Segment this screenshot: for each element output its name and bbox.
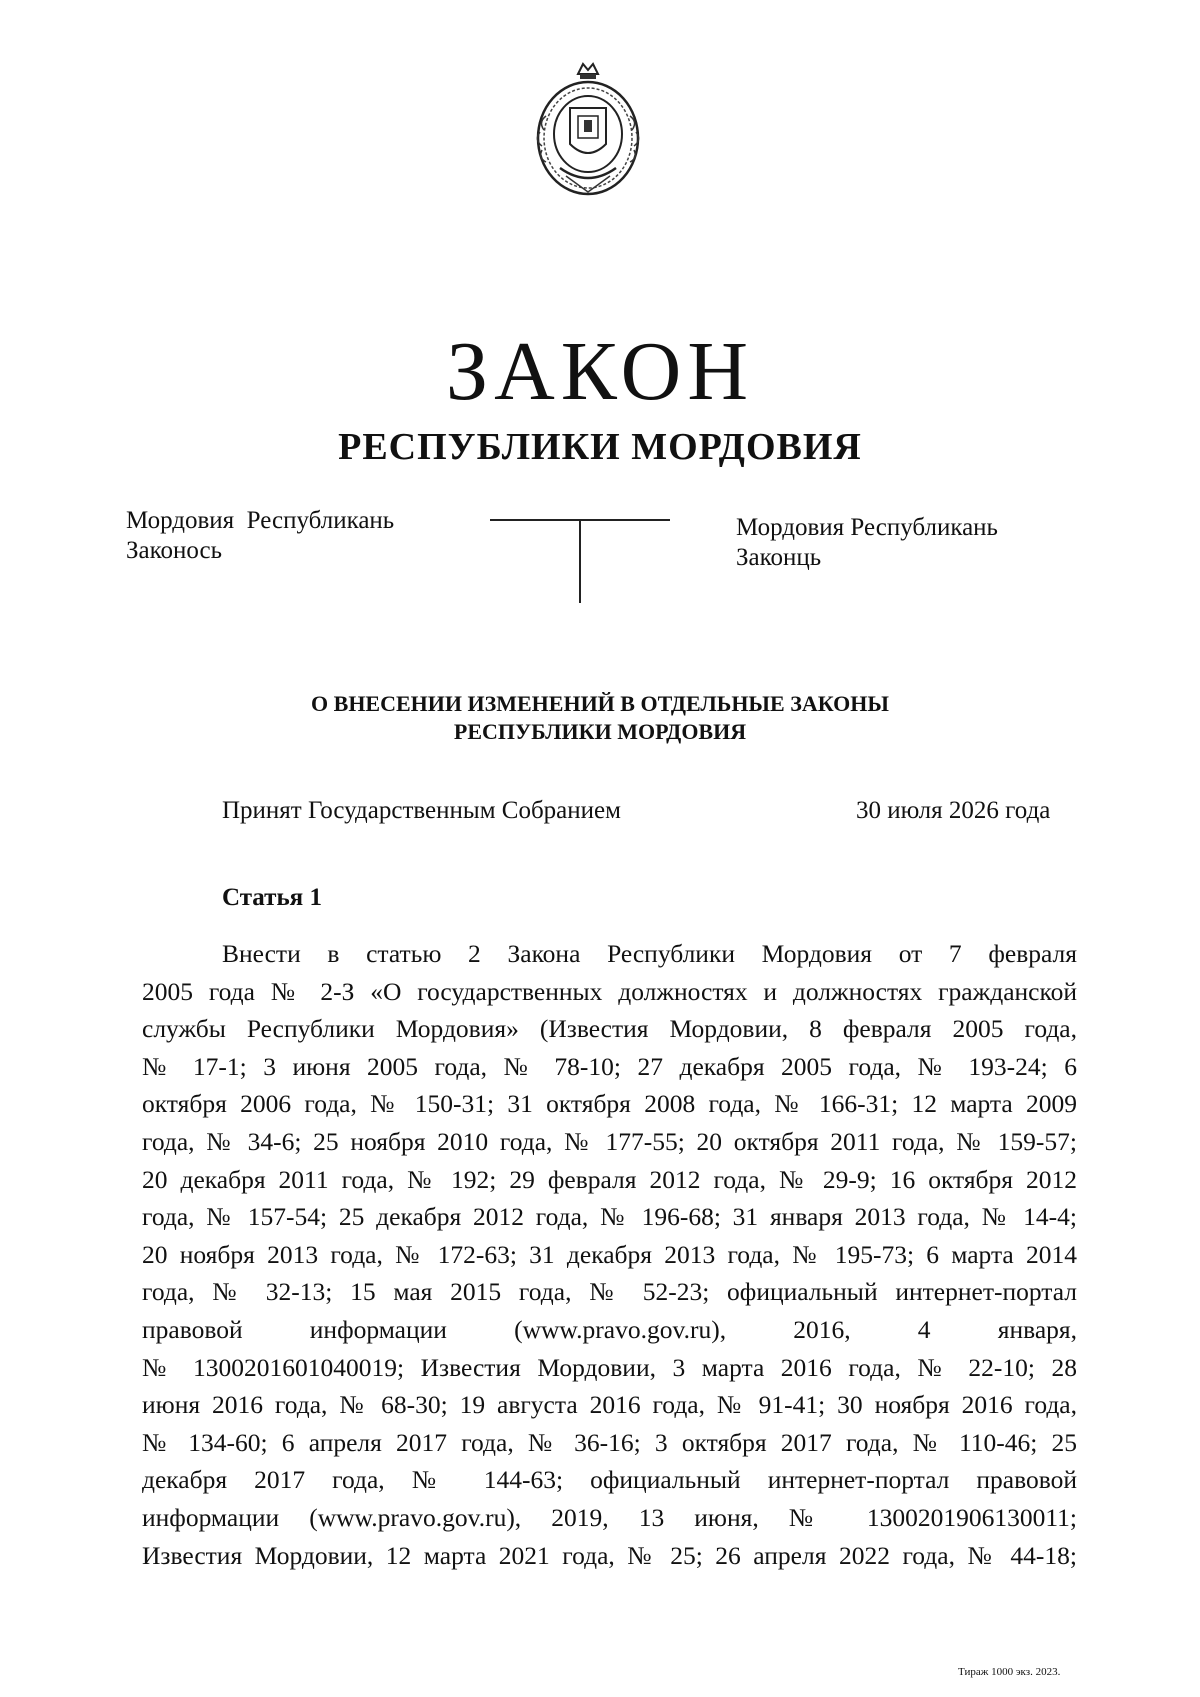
erzyan-title-line-1: Мордовия Республикань	[736, 514, 998, 541]
body-line: 20 декабря 2011 года, № 192; 29 февраля 2012 года, № 29-9; 16 октября 2012	[142, 1164, 1077, 1194]
mokshan-title-line-2: Законось	[126, 537, 222, 564]
body-line: года, № 34-6; 25 ноября 2010 года, № 177-55; 20 октября 2011 года, № 159-57;	[142, 1126, 1077, 1156]
body-line: правовой информации (www.pravo.gov.ru), 2016, 4 января,	[142, 1314, 1077, 1344]
body-line: 20 ноября 2013 года, № 172-63; 31 декабря 2013 года, № 195-73; 6 марта 2014	[142, 1239, 1077, 1269]
body-line: 2005 года № 2-З «О государственных должностях и должностях гражданской	[142, 976, 1077, 1006]
coat-of-arms-icon	[528, 60, 648, 200]
erzyan-title-line-2: Законць	[736, 544, 822, 571]
article-body	[142, 935, 1077, 1574]
adopted-by: Принят Государственным Собранием	[222, 797, 621, 824]
body-line: года, № 32-13; 15 мая 2015 года, № 52-23; официальный интернет-портал	[142, 1277, 1077, 1307]
body-line: декабря 2017 года, № 144-63; официальный интернет-портал правовой	[142, 1465, 1077, 1495]
body-line: Внести в статью 2 Закона Республики Мордовия от 7 февраля	[222, 939, 1077, 968]
law-title: ЗАКОН	[445, 325, 754, 418]
mokshan-title-block	[126, 506, 466, 566]
body-line: службы Республики Мордовия» (Известия Мордовии, 8 февраля 2005 года,	[142, 1014, 1077, 1044]
law-subtitle: РЕСПУБЛИКИ МОРДОВИЯ	[338, 426, 862, 468]
mokshan-title-line-1: Мордовия Республикань	[126, 507, 395, 534]
document-heading-line-1: О ВНЕСЕНИИ ИЗМЕНЕНИЙ В ОТДЕЛЬНЫЕ ЗАКОНЫ	[311, 691, 889, 716]
erzyan-title-block	[736, 513, 1076, 573]
body-line: № 134-60; 6 апреля 2017 года, № 36-16; 3 октября 2017 года, № 110-46; 25	[142, 1427, 1077, 1457]
body-line: октября 2006 года, № 150-31; 31 октября 2008 года, № 166-31; 12 марта 2009	[142, 1089, 1077, 1119]
adopted-date: 30 июля 2026 года	[856, 797, 1051, 824]
body-line: года, № 157-54; 25 декабря 2012 года, № 196-68; 31 января 2013 года, № 14-4;	[142, 1202, 1077, 1232]
document-heading	[0, 690, 1200, 746]
article-title: Статья 1	[222, 884, 322, 911]
body-line: июня 2016 года, № 68-30; 19 августа 2016 года, № 91-41; 30 ноября 2016 года,	[142, 1390, 1077, 1420]
document-heading-line-2: РЕСПУБЛИКИ МОРДОВИЯ	[453, 719, 747, 744]
body-line: Известия Мордовии, 12 марта 2021 года, № 25; 26 апреля 2022 года, № 44-18;	[142, 1540, 1077, 1570]
body-line: № 17-1; 3 июня 2005 года, № 78-10; 27 декабря 2005 года, № 193-24; 6	[142, 1051, 1077, 1081]
body-line: № 1300201601040019; Известия Мордовии, 3 марта 2016 года, № 22-10; 28	[142, 1352, 1077, 1382]
body-line: информации (www.pravo.gov.ru), 2019, 13 июня, № 1300201906130011;	[142, 1502, 1077, 1532]
registration-mark-vertical	[579, 519, 581, 603]
print-run-note: Тираж 1000 экз. 2023.	[958, 1666, 1061, 1678]
